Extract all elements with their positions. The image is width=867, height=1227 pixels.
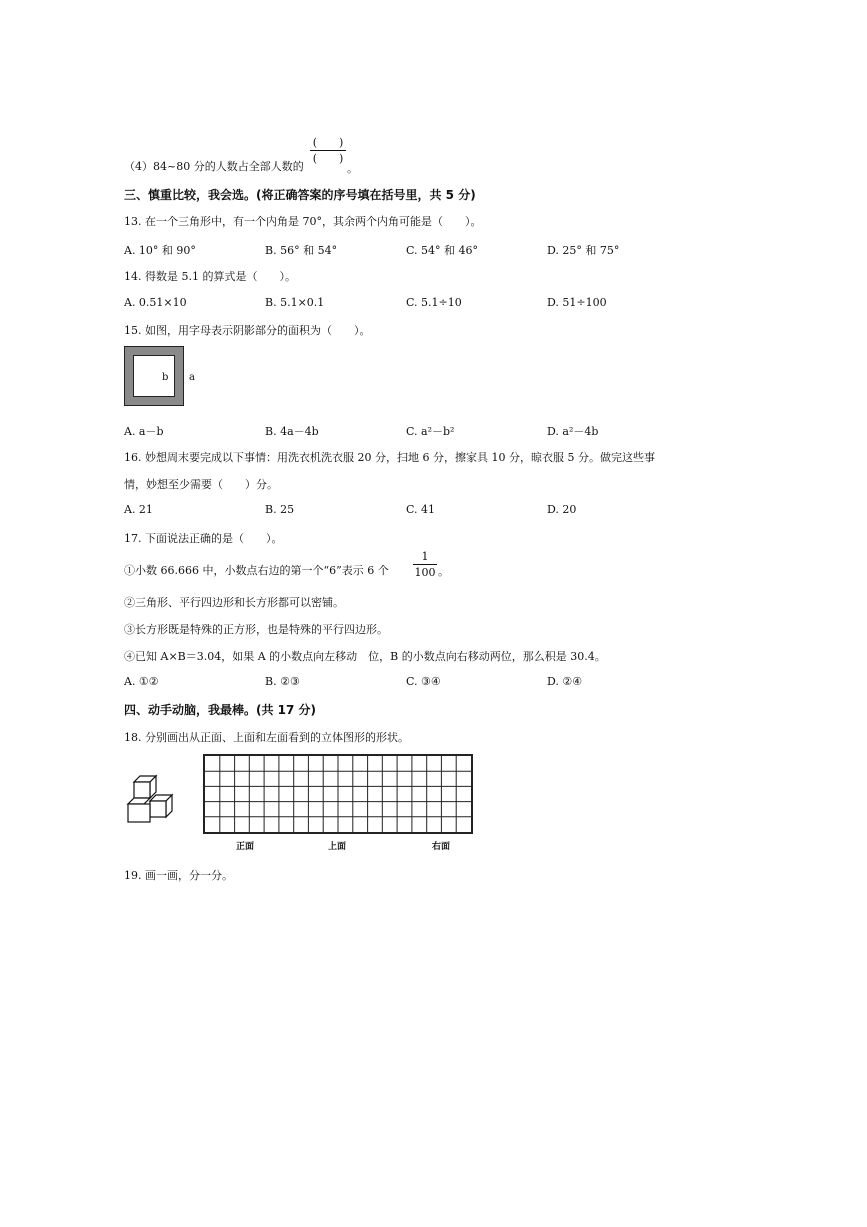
q17-option-c[interactable]: C. ③④ (406, 675, 441, 688)
q13-stem: 13. 在一个三角形中，有一个内角是 70°，其余两个内角可能是（ ）。 (124, 215, 482, 228)
q13-option-a[interactable]: A. 10° 和 90° (124, 244, 196, 257)
label-a: a (189, 372, 195, 383)
q17-frac-num: 1 (421, 550, 429, 563)
q17-statement-1: ①小数 66.666 中，小数点右边的第一个“6”表示 6 个 (124, 564, 389, 577)
q12-4-frac-den: ( ) (312, 152, 344, 165)
inner-square (133, 355, 175, 397)
q13-option-b[interactable]: B. 56° 和 54° (265, 244, 338, 257)
q18-stem: 18. 分别画出从正面、上面和左面看到的立体图形的形状。 (124, 731, 409, 744)
q15-option-c[interactable]: C. a²－b² (406, 425, 455, 438)
q17-statement-1-suffix: 。 (438, 565, 449, 578)
grid-lines (205, 756, 471, 832)
grid-label-top: 上面 (328, 842, 347, 852)
q17-statement-2: ②三角形、平行四边形和长方形都可以密铺。 (124, 596, 344, 609)
q12-4-text: （4）84~80 分的人数占全部人数的 (124, 160, 304, 173)
section3-title: 三、慎重比较，我会选。(将正确答案的序号填在括号里，共 5 分) (124, 188, 476, 202)
q15-stem: 15. 如图，用字母表示阴影部分的面积为（ ）。 (124, 324, 371, 337)
q16-option-b[interactable]: B. 25 (265, 503, 295, 516)
q17-stem: 17. 下面说法正确的是（ ）。 (124, 532, 283, 545)
q17-fraction (413, 550, 437, 579)
fraction-bar (413, 564, 437, 565)
q15-option-d[interactable]: D. a²－4b (547, 425, 599, 438)
cube-stack-figure (122, 774, 180, 826)
q17-option-a[interactable]: A. ①② (124, 675, 159, 688)
q17-statement-4: ④已知 A×B＝3.04，如果 A 的小数点向左移动 位，B 的小数点向右移动两位，那么积是 30.4。 (124, 650, 606, 663)
q17-option-d[interactable]: D. ②④ (547, 675, 583, 688)
q16-option-c[interactable]: C. 41 (406, 503, 436, 516)
section4-title: 四、动手动脑，我最棒。(共 17 分) (124, 703, 317, 717)
drawing-grid[interactable] (203, 754, 473, 834)
q12-4-fraction (310, 136, 346, 165)
q13-option-d[interactable]: D. 25° 和 75° (547, 244, 620, 257)
grid-label-front: 正面 (236, 842, 255, 852)
q16-stem-line1: 16. 妙想周末要完成以下事情：用洗衣机洗衣服 20 分，扫地 6 分，擦家具 10 分，晾衣服 5 分。做完这些事 (124, 451, 655, 464)
q14-option-c[interactable]: C. 5.1÷10 (406, 296, 462, 309)
q16-option-d[interactable]: D. 20 (547, 503, 577, 516)
q12-4-suffix: 。 (347, 162, 358, 175)
q14-stem: 14. 得数是 5.1 的算式是（ ）。 (124, 270, 296, 283)
q15-option-b[interactable]: B. 4a－4b (265, 425, 319, 438)
q13-option-c[interactable]: C. 54° 和 46° (406, 244, 479, 257)
q15-option-a[interactable]: A. a－b (124, 425, 164, 438)
q17-frac-den: 100 (414, 566, 436, 579)
q12-4-frac-num: ( ) (312, 136, 344, 149)
q17-option-b[interactable]: B. ②③ (265, 675, 300, 688)
fraction-bar (310, 150, 346, 151)
q14-option-d[interactable]: D. 51÷100 (547, 296, 607, 309)
label-b: b (162, 372, 169, 383)
q16-stem-line2: 情，妙想至少需要（ ）分。 (124, 478, 278, 491)
q17-statement-3: ③长方形既是特殊的正方形，也是特殊的平行四边形。 (124, 623, 388, 636)
shaded-square-figure (124, 346, 184, 406)
q14-option-a[interactable]: A. 0.51×10 (124, 296, 187, 309)
q16-option-a[interactable]: A. 21 (124, 503, 153, 516)
q14-option-b[interactable]: B. 5.1×0.1 (265, 296, 325, 309)
q19-stem: 19. 画一画，分一分。 (124, 869, 233, 882)
grid-label-right: 右面 (432, 842, 451, 852)
